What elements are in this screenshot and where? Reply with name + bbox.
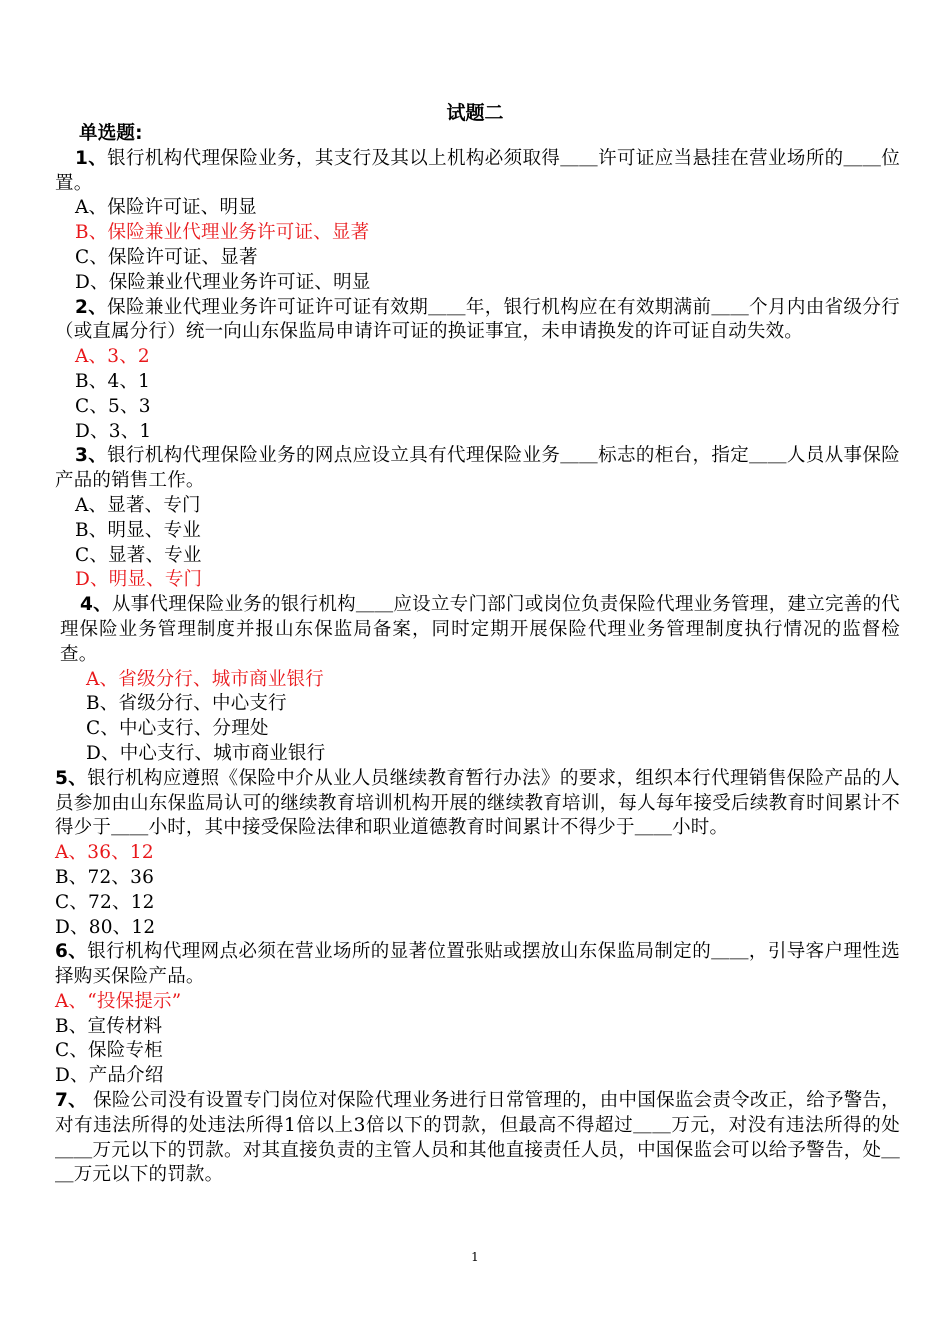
section-heading: 单选题: bbox=[79, 123, 143, 144]
option-5a: A、36、12 bbox=[55, 842, 154, 864]
option-3d: D、明显、专门 bbox=[75, 569, 203, 591]
option-5b: B、72、36 bbox=[55, 866, 155, 888]
question-6: 6、银行机构代理网点必须在营业场所的显著位置张贴或摆放山东保监局制定的＿＿，引导客户理性选择购买保险产品。 bbox=[55, 941, 900, 988]
option-3b: B、明显、专业 bbox=[75, 519, 201, 541]
question-7: 7、 保险公司没有设置专门岗位对保险代理业务进行日常管理的，由中国保监会责令改正，给予警告，对有违法所得的处违法所得1倍以上3倍以下的罚款，但最高不得超过＿＿万元，对没有违法所得的处＿＿万元以下的罚款。对其直接负责的主管人员和其他直接责任人员，中国保监会可以给予警告，处＿＿万元以下的罚款。 bbox=[55, 1090, 901, 1186]
question-5: 5、银行机构应遵照《保险中介从业人员继续教育暂行办法》的要求，组织本行代理销售保险产品的人员参加由山东保监局认可的继续教育培训机构开展的继续教育培训，每人每年接受后续教育时间累计不得少于＿＿小时，其中接受保险法律和职业道德教育时间累计不得少于＿＿小时。 bbox=[55, 767, 900, 839]
question-list bbox=[55, 122, 900, 1188]
option-6d: D、产品介绍 bbox=[55, 1065, 164, 1087]
question-4: 4、从事代理保险业务的银行机构＿＿应设立专门部门或岗位负责保险代理业务管理，建立完善的代理保险业务管理制度并报山东保监局备案，同时定期开展保险代理业务管理制度执行情况的监督检查。 bbox=[60, 594, 900, 665]
option-3a: A、显著、专门 bbox=[75, 494, 201, 516]
option-4d: D、中心支行、城市商业银行 bbox=[86, 742, 326, 764]
option-6c: C、保险专柜 bbox=[55, 1040, 163, 1062]
option-1b: B、保险兼业代理业务许可证、显著 bbox=[75, 222, 370, 244]
question-3: 3、银行机构代理保险业务的网点应设立具有代理保险业务＿＿标志的柜台，指定＿＿人员从事保险产品的销售工作。 bbox=[55, 445, 900, 492]
option-6b: B、宣传材料 bbox=[55, 1015, 163, 1037]
option-2b: B、4、1 bbox=[75, 370, 151, 392]
page-number: 1 bbox=[471, 1250, 479, 1264]
option-3c: C、显著、专业 bbox=[75, 544, 202, 566]
option-4c: C、中心支行、分理处 bbox=[86, 718, 269, 740]
option-1c: C、保险许可证、显著 bbox=[75, 246, 258, 268]
option-2a: A、3、2 bbox=[75, 346, 150, 368]
option-4a: A、省级分行、城市商业银行 bbox=[86, 668, 324, 690]
question-2: 2、保险兼业代理业务许可证许可证有效期＿＿年，银行机构应在有效期满前＿＿个月内由省级分行（或直属分行）统一向山东保监局申请许可证的换证事宜，未申请换发的许可证自动失效。 bbox=[55, 296, 900, 343]
option-2d: D、3、1 bbox=[75, 420, 152, 442]
option-5c: C、72、12 bbox=[55, 891, 155, 913]
option-1a: A、保险许可证、明显 bbox=[75, 197, 257, 219]
question-1: 1、银行机构代理保险业务，其支行及其以上机构必须取得＿＿许可证应当悬挂在营业场所的＿＿位置。 bbox=[55, 147, 900, 194]
option-1d: D、保险兼业代理业务许可证、明显 bbox=[75, 271, 371, 293]
option-4b: B、省级分行、中心支行 bbox=[86, 693, 287, 715]
option-6a: A、“投保提示” bbox=[55, 990, 182, 1012]
option-2c: C、5、3 bbox=[75, 395, 151, 417]
page-title: 试题二 bbox=[446, 102, 504, 124]
option-5d: D、80、12 bbox=[55, 916, 156, 938]
